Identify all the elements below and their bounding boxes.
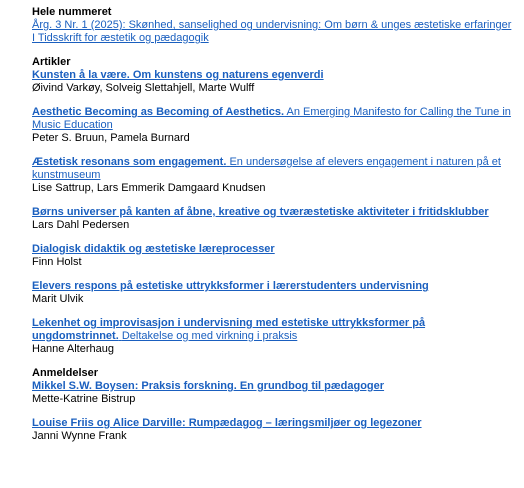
- article-authors: Peter S. Bruun, Pamela Burnard: [32, 132, 190, 144]
- article-title: Lekenhet og improvisasjon i undervisning med estetiske uttrykksformer på ungdomstrinnet.: [32, 317, 426, 342]
- article-link[interactable]: [32, 69, 514, 82]
- full-issue-link[interactable]: Årg. 3 Nr. 1 (2025): Skønhed, sanselighed og undervisning: Om børn & unges æstetiske erfaringer I Tidsskrift for æstetik og pædagogik: [32, 19, 512, 44]
- article-item: [32, 280, 514, 306]
- article-subtitle: Deltakelse og med virkning i praksis: [121, 330, 298, 342]
- review-link[interactable]: [32, 380, 514, 393]
- review-authors: Mette-Katrine Bistrup: [32, 393, 136, 405]
- article-title: Æstetisk resonans som engagement.: [32, 156, 227, 168]
- article-item: [32, 243, 514, 269]
- article-link[interactable]: [32, 280, 514, 293]
- articles-heading: Artikler: [32, 56, 71, 68]
- article-link[interactable]: [32, 106, 514, 132]
- full-issue-heading: Hele nummeret: [32, 6, 112, 18]
- review-authors: Janni Wynne Frank: [32, 430, 127, 442]
- article-authors: Øivind Varkøy, Solveig Slettahjell, Marte Wulff: [32, 82, 255, 94]
- reviews-heading: Anmeldelser: [32, 367, 99, 379]
- review-item: [32, 380, 514, 406]
- article-authors: Marit Ulvik: [32, 293, 84, 305]
- article-item: [32, 106, 514, 145]
- article-item: [32, 156, 514, 195]
- article-item: [32, 206, 514, 232]
- article-subtitle: An Emerging Manifesto for Calling the Tune in Music Education: [32, 106, 511, 131]
- article-link[interactable]: [32, 156, 514, 182]
- article-authors: Finn Holst: [32, 256, 82, 268]
- article-title: Børns universer på kanten af åbne, kreative og tværæstetiske aktiviteter i fritidsklubber: [32, 206, 489, 218]
- article-title: Kunsten å la være. Om kunstens og naturens egenverdi: [32, 69, 324, 81]
- full-issue-section: [32, 6, 514, 45]
- article-authors: Lise Sattrup, Lars Emmerik Damgaard Knudsen: [32, 182, 266, 194]
- review-title: Mikkel S.W. Boysen: Praksis forskning. En grundbog til pædagoger: [32, 380, 385, 392]
- article-link[interactable]: [32, 206, 514, 219]
- article-title: Dialogisk didaktik og æstetiske læreprocesser: [32, 243, 275, 255]
- article-title: Elevers respons på estetiske uttrykksformer i lærerstudenters undervisning: [32, 280, 429, 292]
- article-item: [32, 317, 514, 356]
- article-link[interactable]: [32, 243, 514, 256]
- article-authors: Hanne Alterhaug: [32, 343, 114, 355]
- review-item: [32, 417, 514, 443]
- article-link[interactable]: [32, 317, 514, 343]
- article-item: [32, 69, 514, 95]
- article-subtitle: En undersøgelse af elevers engagement i naturen på et kunstmuseum: [32, 156, 501, 181]
- review-title: Louise Friis og Alice Darville: Rumpædagog – læringsmiljøer og legezoner: [32, 417, 422, 429]
- article-title: Aesthetic Becoming as Becoming of Aesthetics.: [32, 106, 285, 118]
- articles-section: [32, 56, 514, 356]
- review-link[interactable]: [32, 417, 514, 430]
- article-authors: Lars Dahl Pedersen: [32, 219, 130, 231]
- reviews-section: [32, 367, 514, 443]
